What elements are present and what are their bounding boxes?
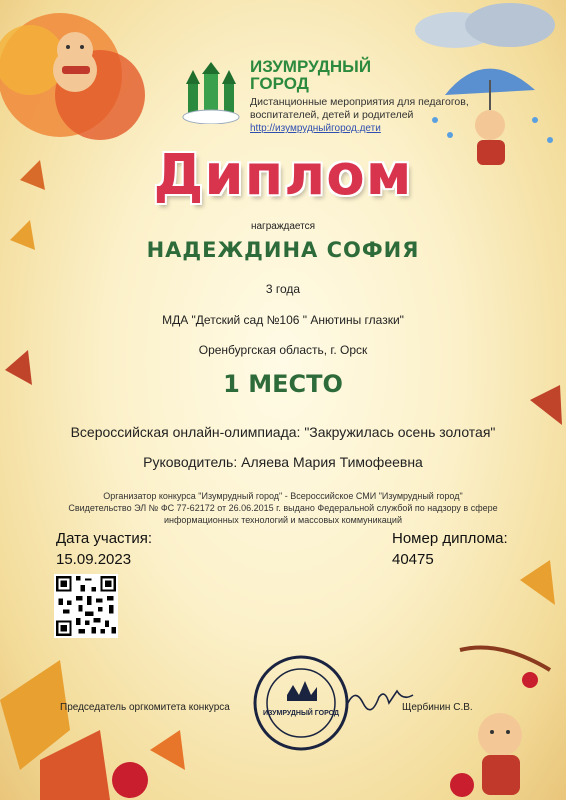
awarded-text: награждается [250, 221, 316, 232]
recipient-age: 3 года [265, 282, 301, 296]
recipient-name: НАДЕЖДИНА СОФИЯ [146, 238, 420, 262]
signer-name: Щербинин С.В. [402, 702, 473, 713]
institution-name: МДА "Детский сад №106 " Анютины глазки" [162, 313, 404, 327]
organizer-note [0, 490, 566, 526]
diploma-title: Диплом [153, 143, 413, 208]
official-stamp-icon [253, 655, 349, 751]
organizer-note-line1: Организатор конкурса "Изумрудный город" - Всероссийское СМИ "Изумрудный город" [103, 491, 463, 501]
leaf-decoration-bottom-left [0, 640, 190, 800]
olympiad-name: Всероссийская онлайн-олимпиада: "Закружилась осень золотая" [70, 424, 496, 440]
diploma-number-value: 40475 [392, 551, 434, 568]
region-text: Оренбургская область, г. Орск [198, 343, 368, 357]
autumn-decoration-top-left [0, 0, 170, 150]
org-title [250, 58, 410, 92]
stamp-text: ИЗУМРУДНЫЙ ГОРОД [262, 710, 340, 717]
leader-name: Руководитель: Аляева Мария Тимофеевна [143, 454, 423, 470]
org-title-line2: ГОРОД [250, 74, 309, 93]
date-value: 15.09.2023 [56, 551, 132, 568]
org-title-line1: ИЗУМРУДНЫЙ [250, 57, 372, 76]
organizer-note-line2: Свидетельство ЭЛ № ФС 77-62172 от 26.06.2015 г. выдано Федеральной службой по надзору в сфере [68, 503, 498, 513]
qr-code-icon[interactable] [54, 574, 118, 638]
diploma-number-label: Номер диплома: [392, 530, 508, 547]
chairman-label: Председатель оргкомитета конкурса [60, 702, 230, 713]
org-description: Дистанционные мероприятия для педагогов, воспитателей, детей и родителей [250, 96, 469, 121]
organizer-note-line3: информационных технологий и массовых коммуникаций [164, 515, 402, 525]
date-label: Дата участия: [56, 530, 153, 547]
place-award: 1 МЕСТО [223, 370, 343, 398]
org-website-link[interactable]: http://изумрудныйгород.дети [250, 123, 381, 134]
castle-logo-icon [182, 62, 240, 124]
cat-decoration-bottom-right [440, 640, 566, 800]
